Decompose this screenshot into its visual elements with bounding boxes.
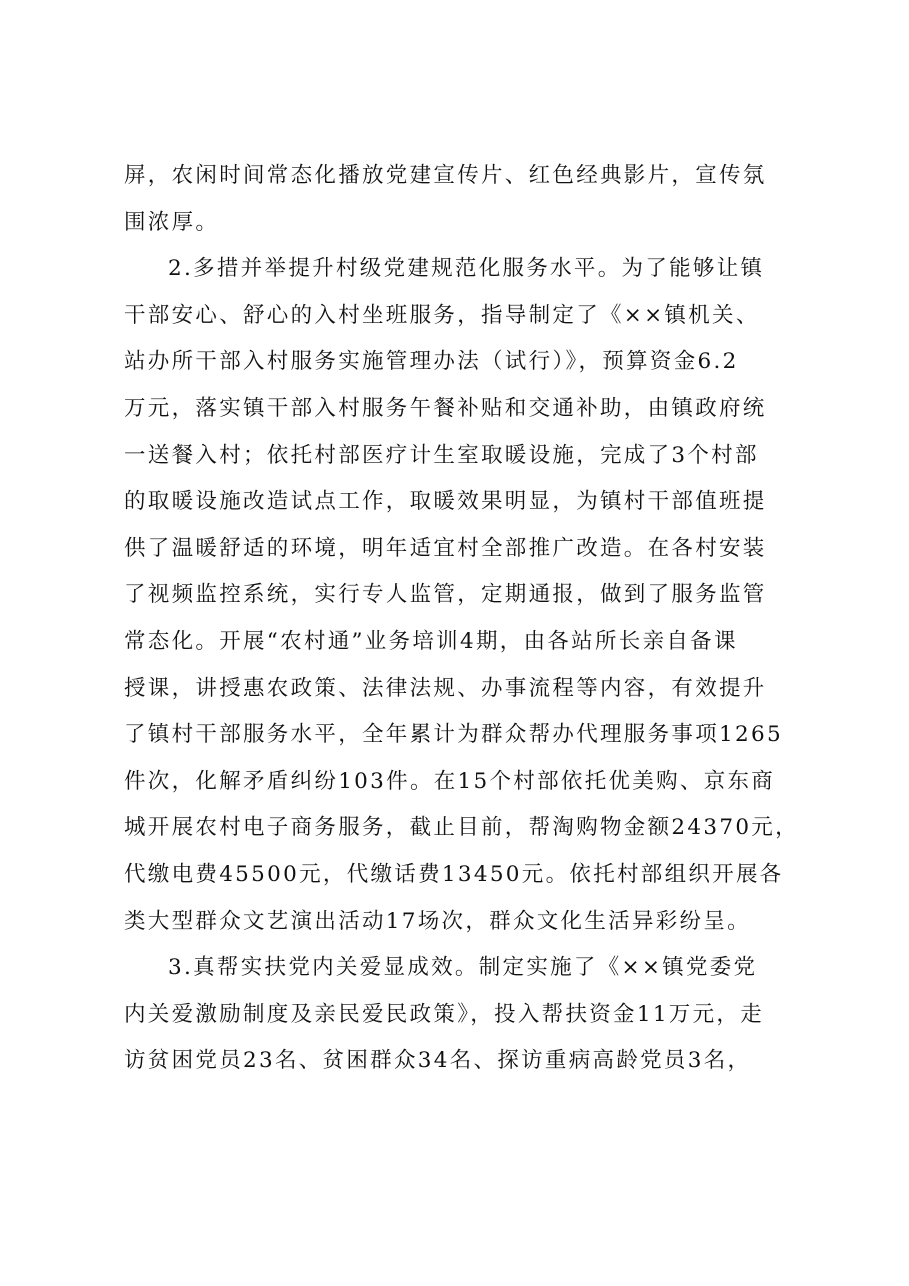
- section-heading-line: 2.多措并举提升村级党建规范化服务水平。为了能够让镇: [168, 256, 765, 282]
- text-line: 城开展农村电子商务服务，截止目前，帮淘购物金额24370元，: [124, 815, 799, 841]
- text-line: 屏，农闲时间常态化播放党建宣传片、红色经典影片，宣传氛: [124, 163, 767, 188]
- text-line: 了镇村干部服务水平，全年累计为群众帮办代理服务事项1265: [124, 722, 783, 748]
- text-line: 一送餐入村；依托村部医疗计生室取暖设施，完成了3个村部: [124, 442, 759, 468]
- body-text: [124, 153, 814, 1085]
- text-line: 授课，讲授惠农政策、法律法规、办事流程等内容，有效提升: [124, 675, 767, 701]
- text-line: 的取暖设施改造试点工作，取暖效果明显，为镇村干部值班提: [124, 489, 767, 515]
- text-line: 了视频监控系统，实行专人监管，定期通报，做到了服务监管: [124, 582, 767, 608]
- text-line: 围浓厚。: [124, 209, 220, 235]
- text-line: 站办所干部入村服务实施管理办法（试行）》，预算资金6.2: [124, 349, 739, 375]
- text-line: 万元，落实镇干部入村服务午餐补贴和交通补助，由镇政府统: [124, 395, 767, 421]
- text-line: 代缴电费45500元，代缴话费13450元。依托村部组织开展各: [124, 861, 784, 887]
- text-line: 常态化。开展“农村通”业务培训4期，由各站所长亲自备课: [124, 628, 738, 654]
- text-line: 供了温暖舒适的环境，明年适宜村全部推广改造。在各村安装: [124, 535, 767, 561]
- text-line: 件次，化解矛盾纠纷103件。在15个村部依托优美购、京东商: [124, 768, 776, 794]
- text-line: 类大型群众文艺演出活动17场次，群众文化生活异彩纷呈。: [124, 908, 751, 934]
- text-line: 干部安心、舒心的入村坐班服务，指导制定了《××镇机关、: [124, 302, 760, 328]
- section-heading-line: 3.真帮实扶党内关爱显成效。制定实施了《××镇党委党: [168, 955, 758, 981]
- text-line: 内关爱激励制度及亲民爱民政策》，投入帮扶资金11万元，走: [124, 1001, 765, 1027]
- text-line: 访贫困党员23名、贫困群众34名、探访重病高龄党员3名，: [124, 1048, 752, 1074]
